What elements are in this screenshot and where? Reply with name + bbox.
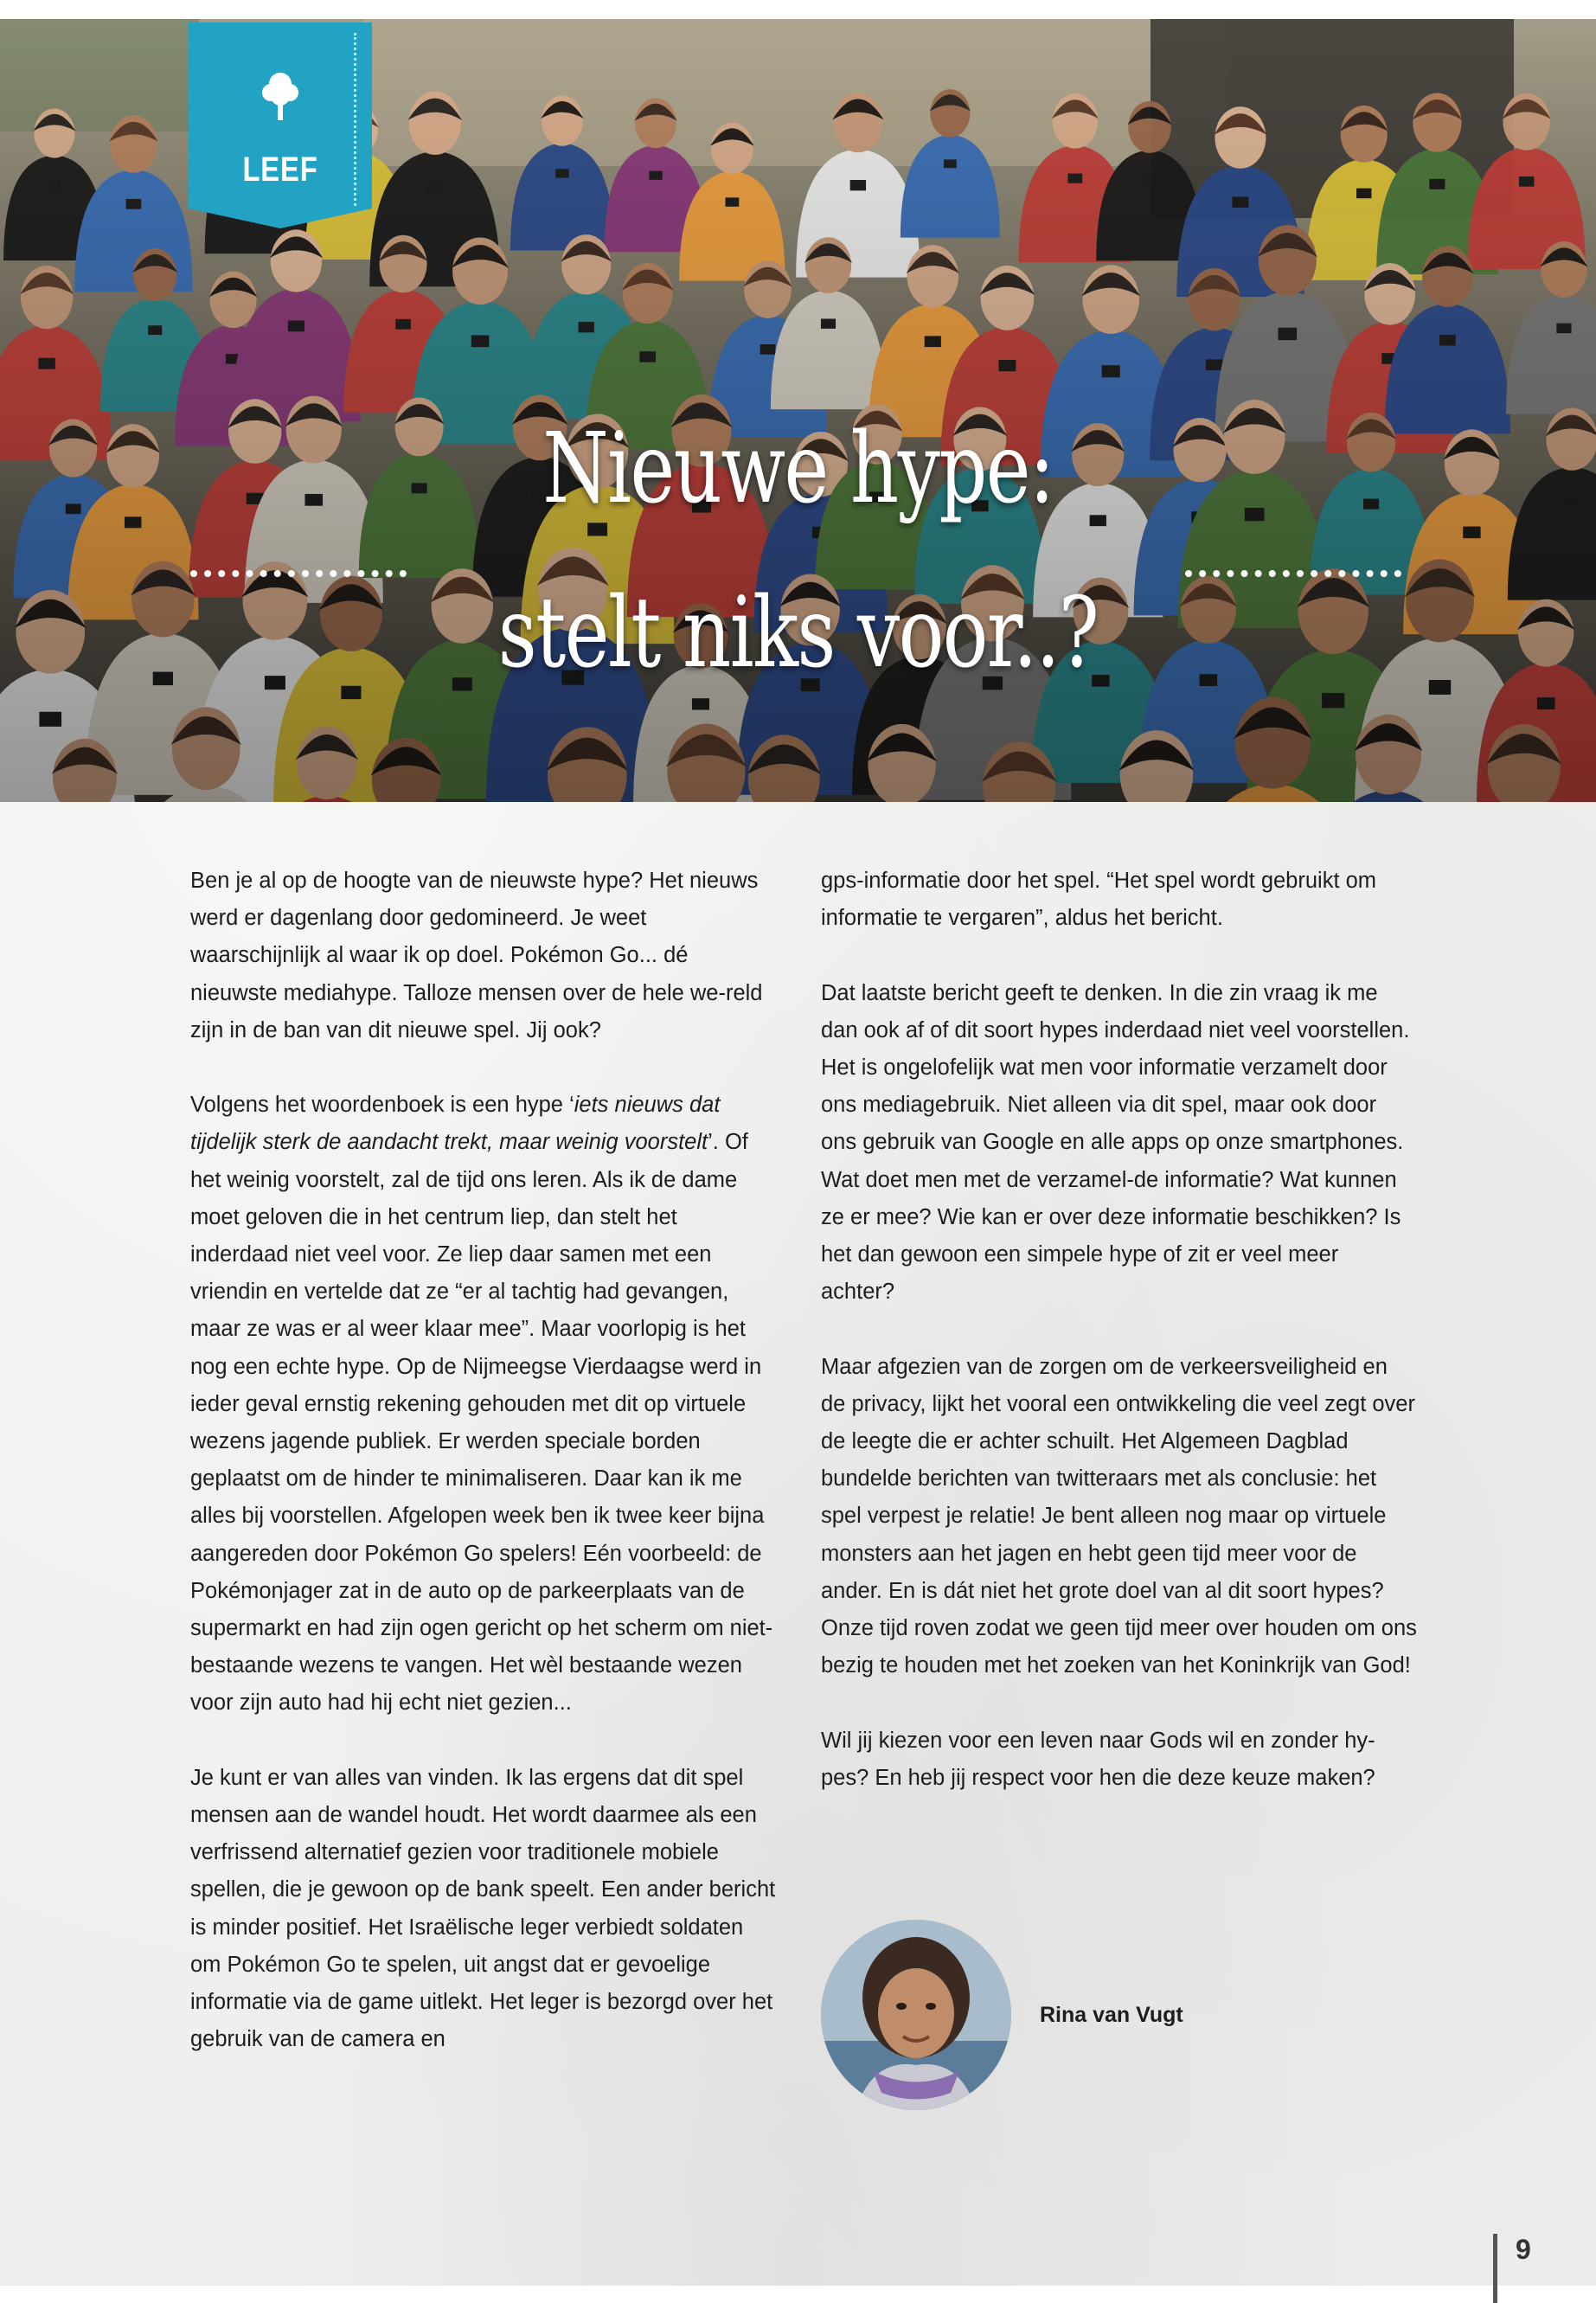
article-column-left: [190, 863, 779, 2096]
paragraph-gps: gps-informatie door het spel. “Het spel wordt gebruikt om informatie te vergaren”, aldus het bericht.: [821, 869, 1377, 931]
badge-shape: [189, 22, 372, 228]
definition-outro: ’.: [708, 1130, 719, 1155]
title-dots-right: [1185, 558, 1401, 577]
definition-intro: Volgens het woordenboek is een hype ‘: [190, 1093, 574, 1118]
portrait-illustration: [821, 1920, 1011, 2110]
article-column-right: [821, 863, 1418, 1834]
author-photo: [821, 1920, 1011, 2110]
magazine-page: [0, 19, 1596, 2286]
title-dots-left: [190, 558, 407, 577]
paragraph-intro: Ben je al op de hoogte van de nieuwste hype? Het nieuws werd er dagenlang door gedomineerd. Je weet waarschijnlijk al waar ik op doel. Pokémon Go... dé nieuwste mediahype. Talloze mensen over de hele we-reld zijn in de ban van dit nieuwe spel. Jij ook?: [190, 869, 763, 1042]
tree-icon: [260, 70, 301, 122]
page-number-bar: [1493, 2234, 1497, 2303]
paragraph-conclusion: Maar afgezien van de zorgen om de verkeersveiligheid en de privacy, lijkt het vooral een ontwikkeling die veel zegt over de leegte die er achter schuilt. Het Algemeen Dagblad bundelde berichten van twitteraars met als conclusie: het spel verpest je relatie! Je bent alleen nog maar op virtuele monsters aan het jagen en hebt geen tijd meer voor de ander. En is dát niet het grote doel van al dit soort hypes? Onze tijd roven zodat we geen tijd meer over houden om ons bezig te houden met het zoeken van het Koninkrijk van God!: [821, 1354, 1417, 1678]
title-line-2: stelt niks voor..?: [497, 577, 1099, 690]
definition-quote: iets nieuws dat tijdelijk sterk de aandacht trekt, maar weinig voorstelt: [190, 1093, 721, 1155]
paragraph-information: Dat laatste bericht geeft te denken. In die zin vraag ik me dan ook af of dit soort hypes inderdaad niet veel voorstellen. Het is ongelofelijk wat men voor informatie verzamelt door ons mediagebruik. Niet alleen via dit spel, maar ook door ons gebruik van Google en alle apps op onze smartphones. Wat doet men met de verzamel-de informatie? Wat kunnen ze er mee? Wie kan er over deze informatie beschikken? Is het dan gewoon een simpele hype of zit er veel meer achter?: [821, 980, 1410, 1305]
hero-photo-crowd: [0, 19, 1596, 802]
title-line-1: Nieuwe hype:: [542, 413, 1054, 525]
author-portrait: [821, 1920, 1020, 2119]
paragraph-definition-cont: Of het weinig voorstelt, zal de tijd ons leren. Als ik de dame moet geloven die in het centrum liep, dan stelt het inderdaad niet veel voor. Ze liep daar samen met een vriendin en vertelde dat ze “er al tachtig had gevangen, maar ze was er al weer klaar mee”. Maar voorlopig is het nog een echte hype. Op de Nijmeegse Vierdaagse werd in ieder geval ernstig rekening gehouden met dit op virtuele wezens jagende publiek. Er werden speciale borden geplaatst om de hinder te minimaliseren. Daar kan ik me alles bij voorstellen. Afgelopen week ben ik twee keer bijna aangereden door Pokémon Go spelers! Eén voorbeeld: de Pokémonjager zat in de auto op de parkeerplaats van de supermarkt en had zijn ogen gericht op het scherm om niet-bestaande wezens te vangen. Het wèl bestaande wezen voor zijn auto had hij echt niet gezien...: [190, 1130, 773, 1716]
section-label: LEEF: [242, 151, 318, 189]
paragraph-question: Wil jij kiezen voor een leven naar Gods wil en zonder hy-pes? En heb jij respect voor hen die deze keuze maken?: [821, 1728, 1375, 1790]
page-number: 9: [1516, 2234, 1531, 2265]
paragraph-opinions: Je kunt er van alles van vinden. Ik las ergens dat dit spel mensen aan de wandel houdt. Het wordt daarmee als een verfrissend alternatief gezien voor traditionele mobiele spellen, die je gewoon op de bank speelt. Een ander bericht is minder positief. Het Israëlische leger verbiedt soldaten om Pokémon Go te spelen, uit angst dat er gevoelige informatie via de game uitlekt. Het leger is bezorgd over het gebruik van de camera en: [190, 1765, 776, 2052]
author-name: Rina van Vugt: [1040, 2003, 1183, 2027]
section-badge: [189, 22, 372, 228]
paragraph-definition: [190, 1087, 779, 1722]
